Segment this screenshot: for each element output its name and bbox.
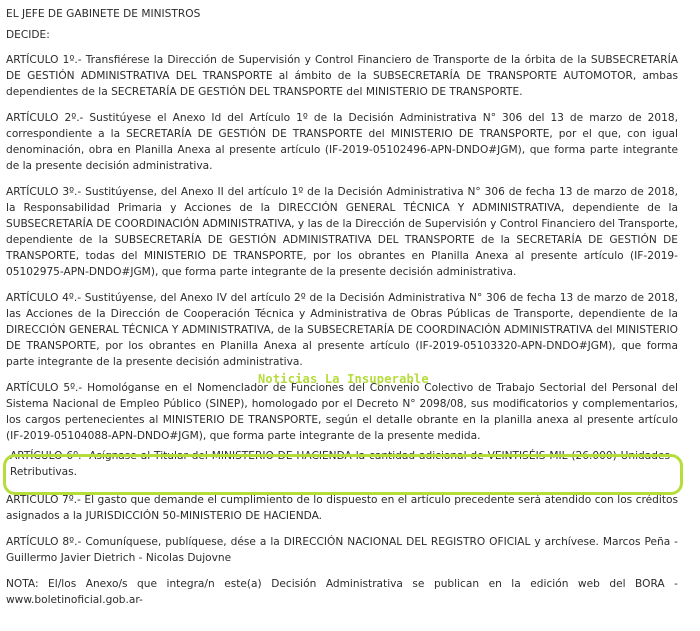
article-8: ARTÍCULO 8º.- Comuníquese, publíquese, dése a la DIRECCIÓN NACIONAL DEL REGISTRO OFICIAL y archívese. Marcos Peña - Guillermo Javier Dietrich - Nicolas Dujovne	[6, 536, 678, 564]
watermark-text: Noticias La Insuperable	[258, 372, 429, 386]
article-4: ARTÍCULO 4º.- Sustitúyense, del Anexo IV del artículo 2º de la Decisión Administrativa N° 306 de fecha 13 de marzo de 2018, las Acciones de la Dirección de Cooperación Técnica y Administrativa de Obras Públicas de Transporte, dependiente de la DIRECCIÓN GENERAL TÉCNICA Y ADMINISTRATIVA, de la SUBSECRETARÍA DE COORDINACIÓN ADMINISTRATIVA del MINISTERIO DE TRANSPORTE, por los obrantes en Planilla Anexa al presente artículo (IF-2019-05103320-APN-DNDO#JGM), que forma parte integrante de la presente decisión administrativa.	[6, 292, 678, 368]
decide-label: DECIDE:	[6, 29, 50, 41]
decree-heading: EL JEFE DE GABINETE DE MINISTROS	[6, 8, 201, 20]
article-7: ARTÍCULO 7º.- El gasto que demande el cumplimiento de lo dispuesto en el artículo precedente será atendido con los créditos asignados a la JURISDICCIÓN 50-MINISTERIO DE HACIENDA.	[6, 494, 678, 522]
article-1: ARTÍCULO 1º.- Transfiérese la Dirección de Supervisión y Control Financiero de Transporte de la órbita de la SUBSECRETARÍA DE GESTIÓN ADMINISTRATIVA DEL TRANSPORTE al ámbito de la SUBSECRETARÍA DE TRANSPORTE AUTOMOTOR, ambas dependientes de la SECRETARÍA DE GESTIÓN DEL TRANSPORTE del MINISTERIO DE TRANSPORTE.	[6, 54, 678, 98]
article-5: ARTÍCULO 5º.- Homológanse en el Nomenclador de Funciones del Convenio Colectivo de Trabajo Sectorial del Personal del Sistema Nacional de Empleo Público (SINEP), homologado por el Decreto N° 2098/08, sus modificatorios y complementarios, los cargos pertenecientes al MINISTERIO DE TRANSPORTE, según el detalle obrante en la planilla anexa al presente artículo (IF-2019-05104088-APN-DNDO#JGM), que forma parte integrante de la presente medida.	[6, 382, 678, 442]
article-6: ARTÍCULO 6º.- Asígnase al Titular del MINISTERIO DE HACIENDA la cantidad adicional de VEINTISÉIS MIL (26.000) Unidades Retributivas.	[10, 450, 670, 478]
decree-document	[6, 6, 678, 608]
nota: NOTA: El/los Anexo/s que integra/n este(a) Decisión Administrativa se publican en la edición web del BORA - www.boletinoficial.gob.ar-	[6, 578, 678, 606]
article-3: ARTÍCULO 3º.- Sustitúyense, del Anexo II del artículo 1º de la Decisión Administrativa N° 306 de fecha 13 de marzo de 2018, la Responsabilidad Primaria y Acciones de la DIRECCIÓN GENERAL TÉCNICA Y ADMINISTRATIVA, dependiente de la SUBSECRETARÍA DE COORDINACIÓN ADMINISTRATIVA, y las de la Dirección de Supervisión y Control Financiero del Transporte, dependiente de la SUBSECRETARÍA DE GESTIÓN ADMINISTRATIVA DEL TRANSPORTE de la SECRETARÍA DE GESTIÓN DE TRANSPORTE, todas del MINISTERIO DE TRANSPORTE, por los obrantes en Planilla Anexa al presente artículo (IF-2019-05102975-APN-DNDO#JGM), que forma parte integrante de la presente decisión administrativa.	[6, 186, 678, 278]
article-2: ARTÍCULO 2º.- Sustitúyese el Anexo Id del Artículo 1º de la Decisión Administrativa N° 306 del 13 de marzo de 2018, correspondiente a la SECRETARÍA DE GESTIÓN DE TRANSPORTE del MINISTERIO DE TRANSPORTE, por el que, con igual denominación, obra en Planilla Anexa al presente artículo (IF-2019-05102496-APN-DNDO#JGM), que forma parte integrante de la presente decisión administrativa.	[6, 112, 678, 172]
